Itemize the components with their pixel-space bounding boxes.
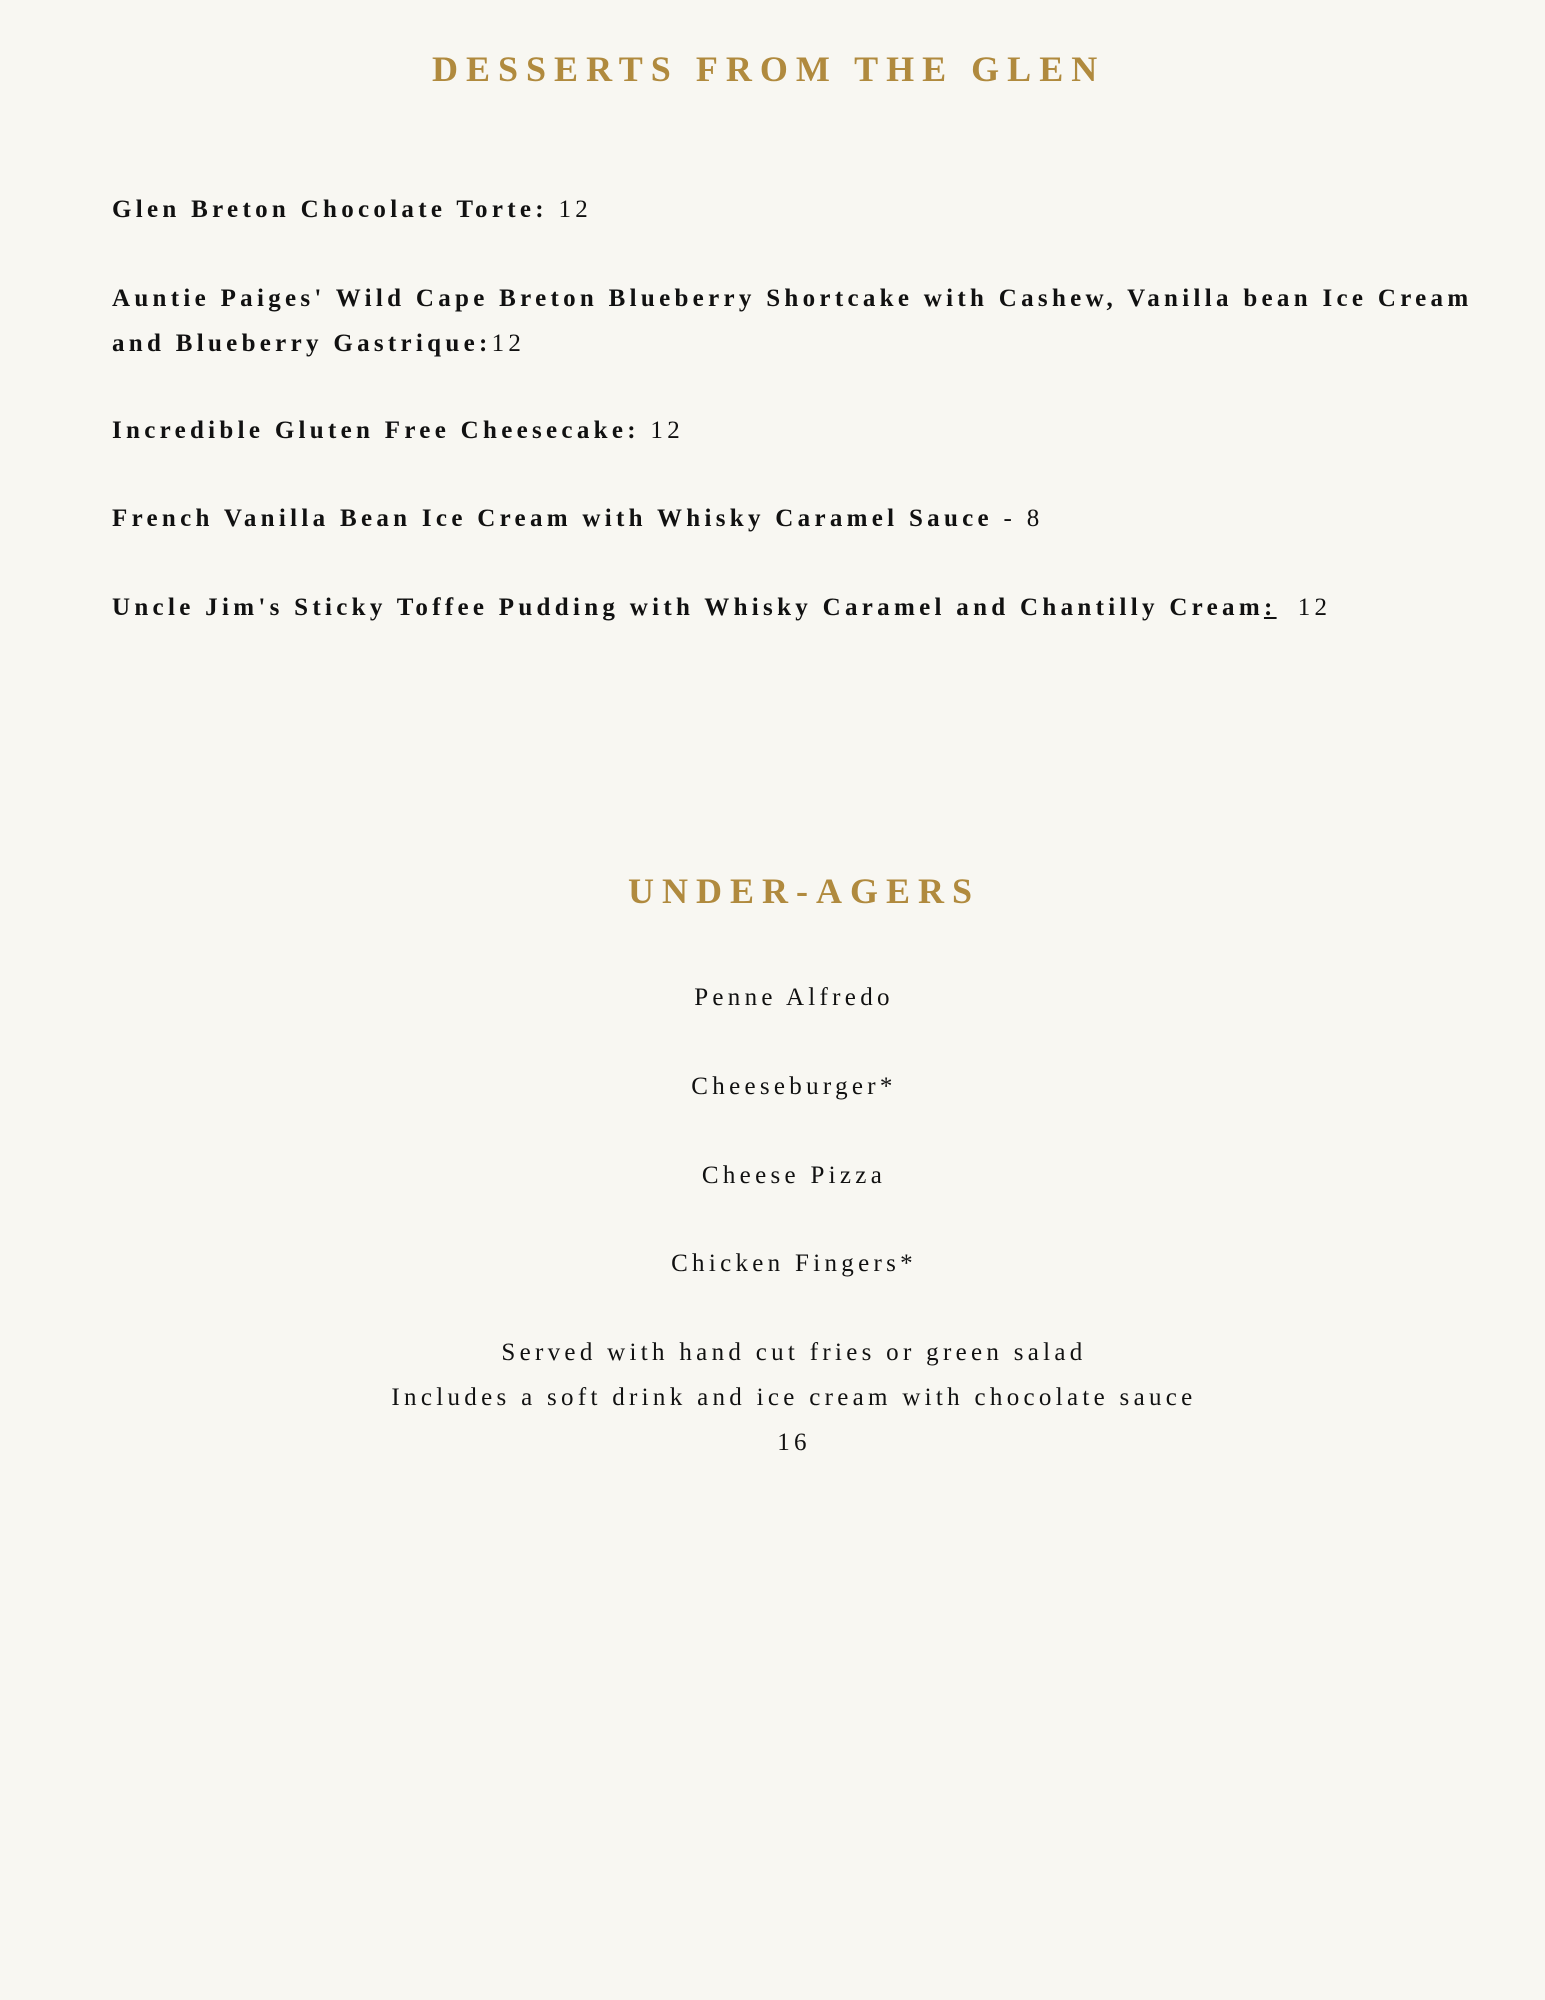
- kids-note-sides: Served with hand cut fries or green salad: [501, 1339, 1087, 1366]
- dessert-item: [112, 496, 1512, 541]
- dessert-item: [112, 408, 1512, 453]
- underagers-title: UNDER-AGERS: [628, 871, 981, 911]
- dessert-name: Auntie Paiges' Wild Cape Breton Blueberry Shortcake with Cashew, Vanilla bean Ice Cream and Blueberry Gastrique:: [112, 285, 1473, 357]
- kids-item: Penne Alfredo: [694, 984, 894, 1011]
- dessert-name: Uncle Jim's Sticky Toffee Pudding with Whisky Caramel and Chantilly Cream: [112, 594, 1264, 621]
- dessert-price: - 8: [992, 505, 1044, 532]
- dessert-item: [112, 585, 1512, 630]
- kids-note-includes: Includes a soft drink and ice cream with chocolate sauce: [391, 1384, 1197, 1411]
- dessert-item: [112, 187, 1512, 232]
- kids-price: 16: [777, 1429, 811, 1456]
- dessert-price: 12: [547, 196, 593, 223]
- dessert-item: [112, 276, 1512, 366]
- kids-item: Cheese Pizza: [701, 1162, 887, 1189]
- dessert-name: Incredible Gluten Free Cheesecake:: [112, 417, 640, 444]
- dessert-price: 12: [491, 330, 526, 357]
- dessert-name: Glen Breton Chocolate Torte:: [112, 196, 548, 223]
- kids-item: Chicken Fingers*: [671, 1250, 917, 1277]
- dessert-price: 12: [639, 417, 684, 444]
- dessert-separator: :: [1263, 594, 1277, 621]
- kids-item: Cheeseburger*: [691, 1073, 897, 1100]
- desserts-title: DESSERTS FROM THE GLEN: [432, 49, 1106, 89]
- dessert-price: 12: [1276, 594, 1332, 621]
- dessert-name: French Vanilla Bean Ice Cream with Whisky Caramel Sauce: [112, 505, 993, 532]
